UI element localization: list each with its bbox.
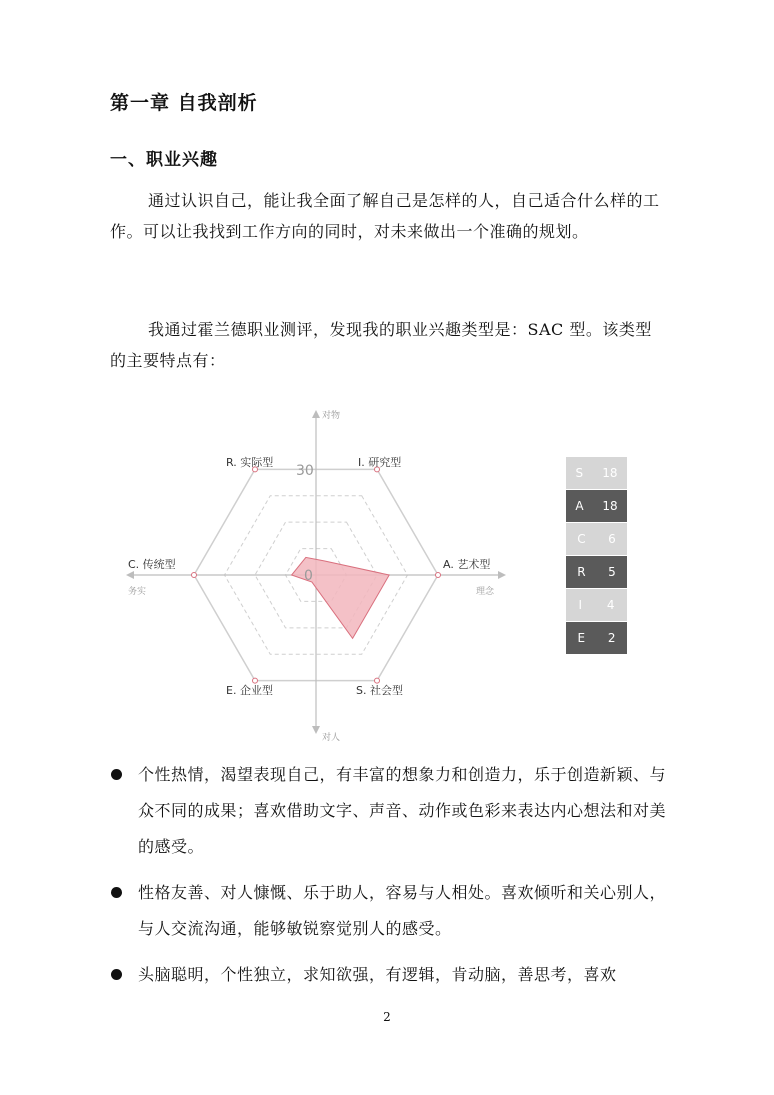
score-value: 18 <box>602 466 618 480</box>
chapter-title: 第一章 自我剖析 <box>110 92 258 114</box>
score-row-s <box>566 457 627 489</box>
trait-list <box>110 757 670 1003</box>
vertex-marker <box>375 678 380 683</box>
category-label: C. 传统型 <box>128 558 176 571</box>
score-code: S <box>575 466 584 480</box>
category-label: R. 实际型 <box>226 456 274 469</box>
score-value: 5 <box>608 565 616 579</box>
category-label: S. 社会型 <box>356 684 403 697</box>
score-value: 18 <box>602 499 618 513</box>
axis-direction-label: 理念 <box>476 587 495 597</box>
score-value: 6 <box>608 532 616 546</box>
section-title: 一、职业兴趣 <box>110 150 218 170</box>
arrow-right-icon <box>498 571 506 579</box>
score-code: E <box>577 631 586 645</box>
score-row-e <box>566 622 627 654</box>
list-item: 头脑聪明，个性独立，求知欲强，有逻辑，肯动脑，善思考，喜欢 <box>110 957 670 993</box>
arrow-up-icon <box>312 410 320 418</box>
page-number: 2 <box>383 1010 391 1024</box>
score-code: A <box>575 499 584 513</box>
arrow-down-icon <box>312 726 320 734</box>
list-item: 性格友善、对人慷慨、乐于助人，容易与人相处。喜欢倾听和关心别人，与人交流沟通，能够敏锐察觉别人的感受。 <box>110 875 670 947</box>
arrow-left-icon <box>126 571 134 579</box>
paragraph-intro: 通过认识自己，能让我全面了解自己是怎样的人，自己适合什么样的工作。可以让我找到工作方向的同时，对未来做出一个准确的规划。 <box>110 191 660 241</box>
axis-direction-label: 务实 <box>128 587 147 597</box>
score-value: 4 <box>606 598 615 612</box>
category-label: A. 艺术型 <box>443 558 491 571</box>
vertex-marker <box>253 678 258 683</box>
score-table <box>566 457 627 655</box>
holland-radar-chart <box>110 400 670 750</box>
score-code: R <box>577 565 586 579</box>
score-value: 2 <box>607 631 616 645</box>
score-code: I <box>578 598 582 612</box>
score-row-c <box>566 523 627 555</box>
list-item: 个性热情，渴望表现自己，有丰富的想象力和创造力，乐于创造新颖、与众不同的成果；喜欢借助文字、声音、动作或色彩来表达内心想法和对美的感受。 <box>110 757 670 865</box>
score-row-i <box>566 589 627 621</box>
paragraph-test-result: 我通过霍兰德职业测评，发现我的职业兴趣类型是：SAC 型。该类型的主要特点有： <box>110 320 652 370</box>
scale-min-label: 0 <box>304 568 313 584</box>
vertex-marker <box>192 573 197 578</box>
score-row-a <box>566 490 627 522</box>
score-code: C <box>577 532 586 546</box>
category-label: E. 企业型 <box>226 684 273 697</box>
category-label: I. 研究型 <box>358 456 402 469</box>
vertex-marker <box>436 573 441 578</box>
axis-direction-label: 对人 <box>322 733 341 743</box>
scale-max-label: 30 <box>296 463 314 479</box>
score-row-r <box>566 556 627 588</box>
axis-direction-label: 对物 <box>322 411 341 421</box>
